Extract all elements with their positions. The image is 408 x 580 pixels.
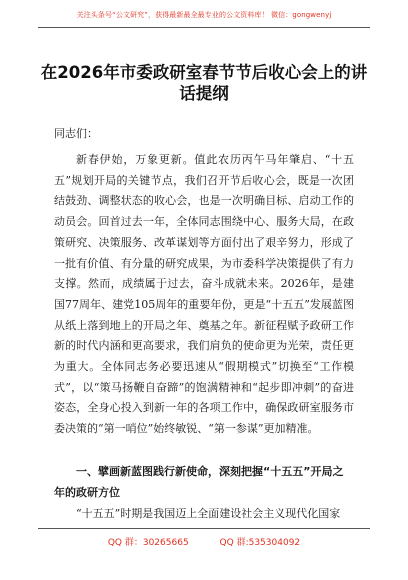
header-divider xyxy=(38,27,370,28)
footer-qq-group-1: QQ 群：30265665 xyxy=(107,538,189,548)
header-banner: 关注头条号“公文研究”，获得最新最全最专业的公文资料库！ 微信：gongwenyj xyxy=(76,11,332,19)
section-heading-1: 一、擘画新蓝图践行新使命，深刻把握“十五五”开局之年的政研方位 xyxy=(54,465,344,499)
footer-divider xyxy=(38,528,370,529)
footer-qq-group-2: QQ 群:535304092 xyxy=(219,538,301,548)
footer xyxy=(0,535,408,548)
document-title: 在2026年市委政研室春节节后收心会上的讲话提纲 xyxy=(40,63,368,103)
body-paragraph-1: 新春伊始，万象更新。值此农历丙午马年肇启、“十五五”规划开局的关键节点，我们召开节后收心会，既是一次团结鼓劲、调整状态的收心会，也是一次明确目标、启动工作的动员会。回首过去一年，全体同志围绕中心、服务大局，在政策研究、决策服务、改革谋划等方面付出了艰辛努力，形成了一批有价值、有分量的研究成果，为市委科学决策提供了有力支撑。然而，成绩属于过去，奋斗成就未来。2026年，是建国77周年、建党105周年的重要年份，更是“十五五”发展蓝图从纸上落到地上的开局之年、奠基之年。新征程赋予政研工作新的时代内涵和更高要求，我们肩负的使命更为光荣，责任更为重大。全体同志务必要迅速从“假期模式”切换至“工作模式”，以“策马扬鞭自奋蹄”的饱满精神和“起步即冲刺”的奋进姿态，全身心投入到新一年的各项工作中，确保政研室服务市委决策的“第一哨位”始终敏锐、“第一参谋”更加精准。 xyxy=(54,153,354,436)
body-paragraph-2: “十五五”时期是我国迈上全面建设社会主义现代化国家 xyxy=(76,507,341,520)
salutation: 同志们： xyxy=(54,127,98,140)
